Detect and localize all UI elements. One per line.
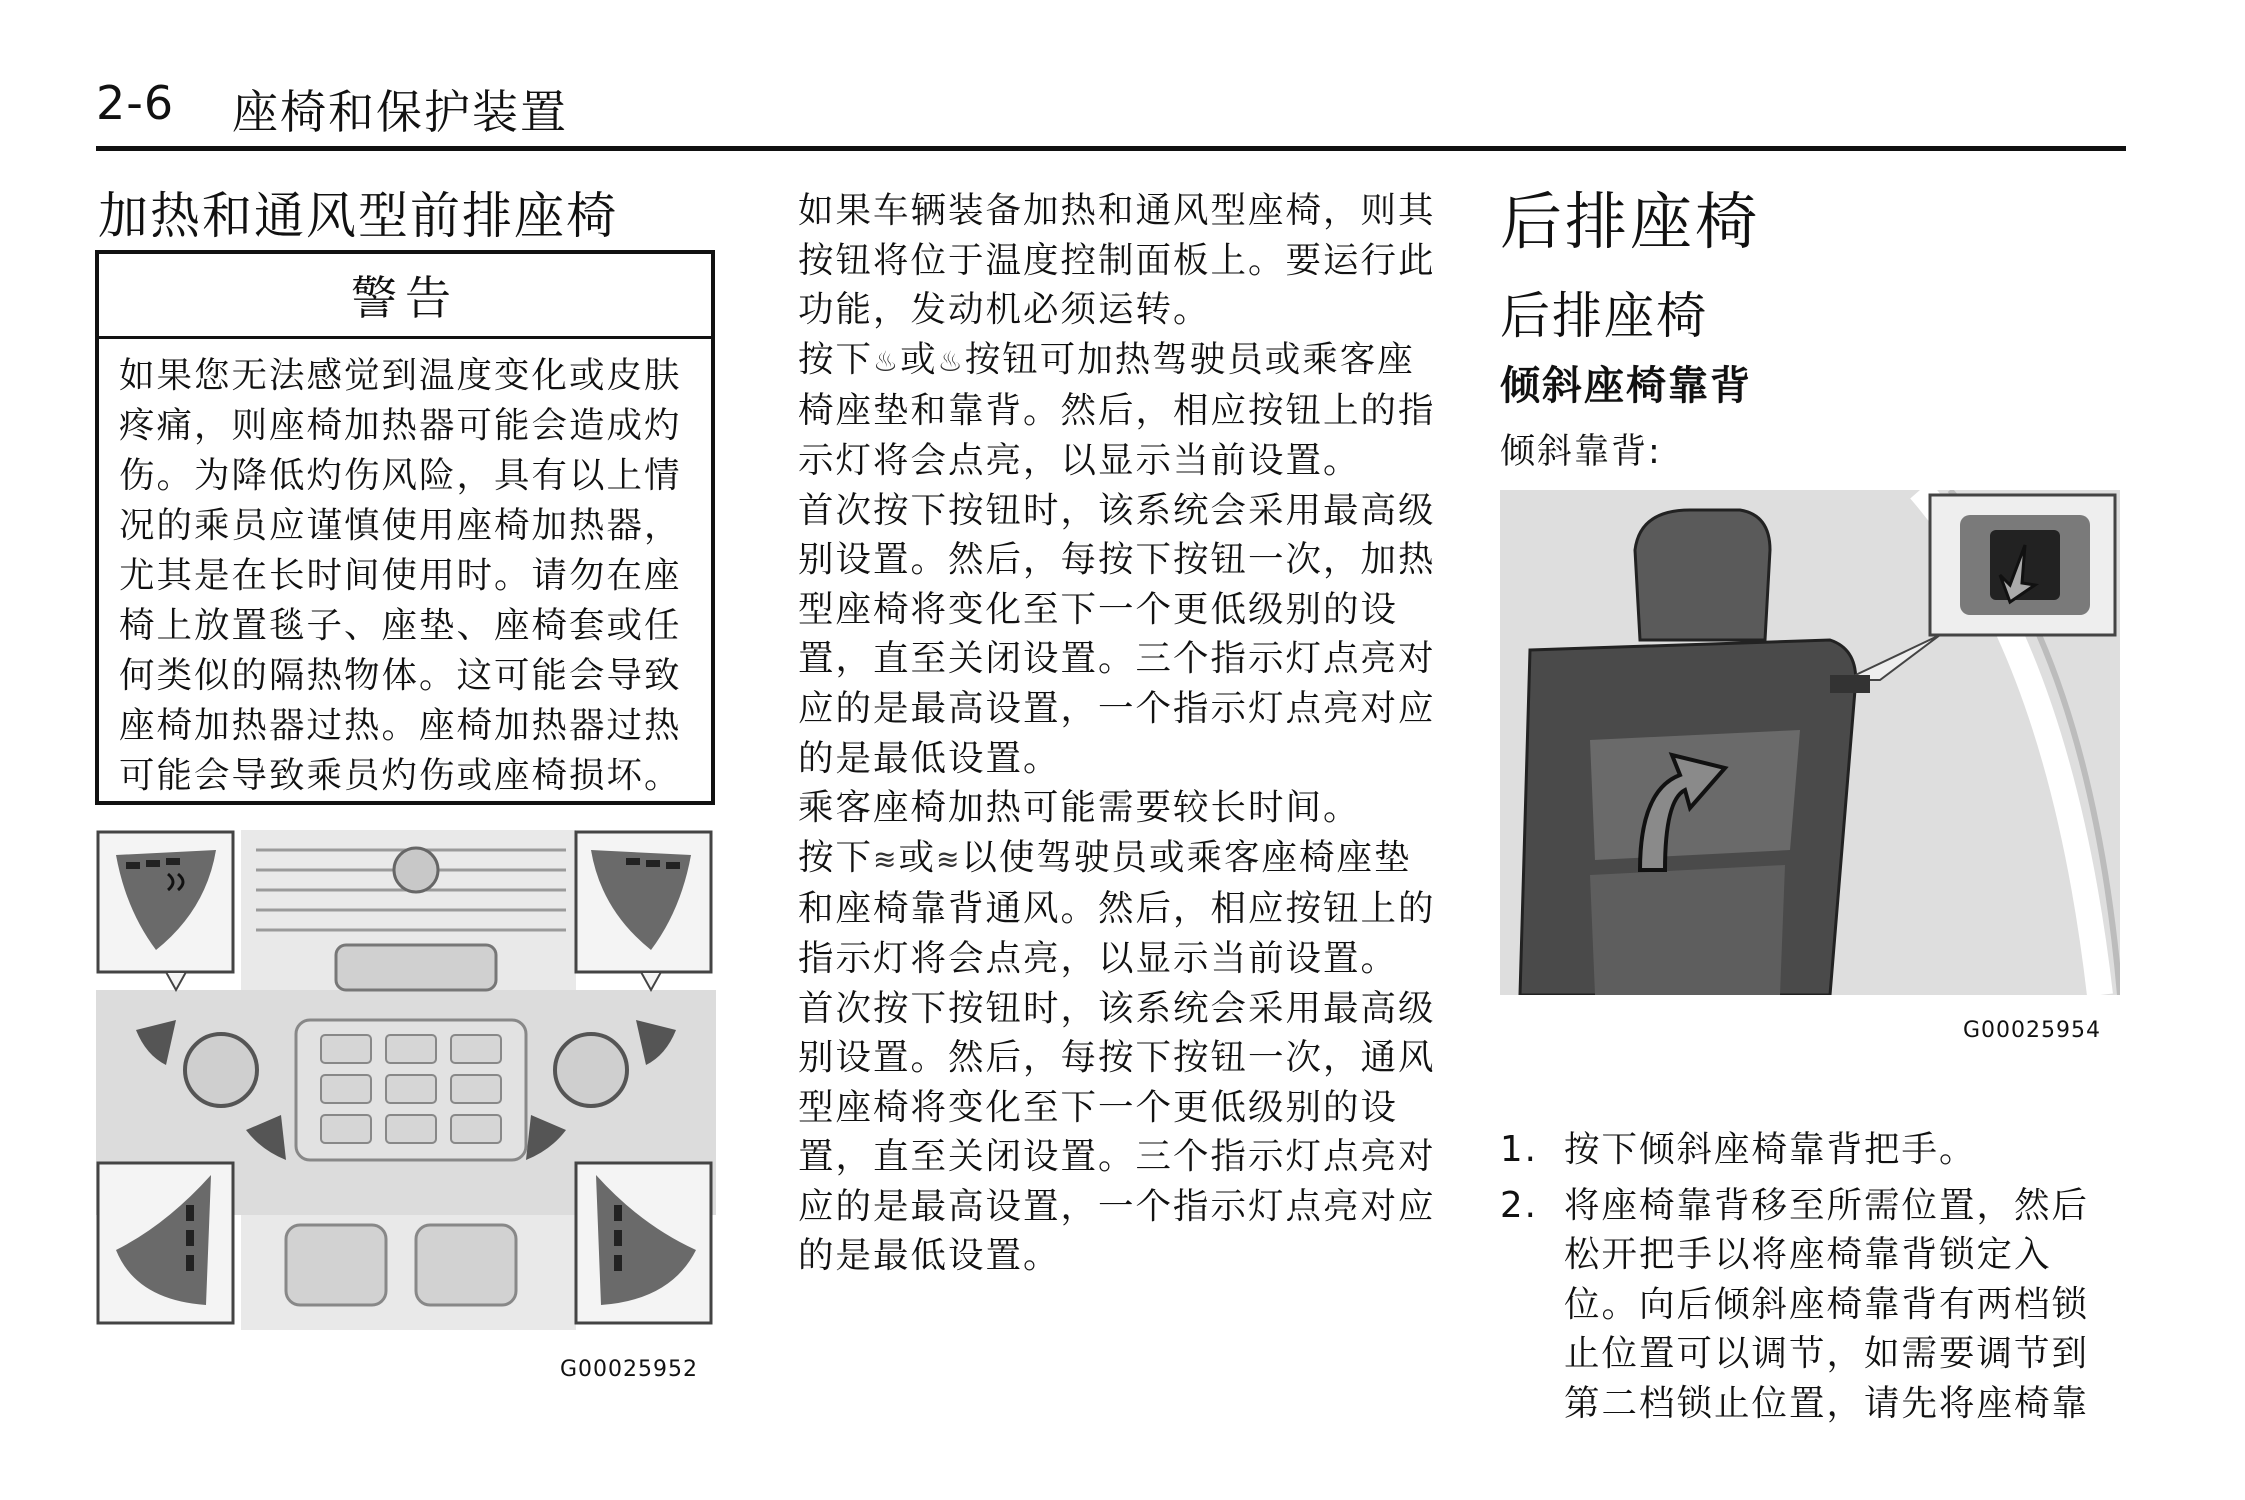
figure-code-1: G00025952 [560,1357,699,1382]
warning-title: 警告 [99,254,711,339]
warning-box [95,250,715,805]
vented-seat-button-right-callout [576,1163,711,1323]
top-knob-icon [394,848,438,892]
left-temp-knob-icon [185,1034,257,1106]
heated-seat-button-left-callout [98,832,233,972]
right-temp-knob-icon [555,1034,627,1106]
body-text-column [798,186,1438,1281]
paragraph-2: 按下♨或♨按钮可加热驾驶员或乘客座椅座垫和靠背。然后，相应按钮上的指示灯将会点亮，以显示当前设置。 [798,338,1436,481]
rear-seats-subheading: 后排座椅 [1500,287,1708,345]
figure-code-2: G00025954 [1963,1018,2102,1043]
paragraph-1: 如果车辆装备加热和通风型座椅，则其按钮将位于温度控制面板上。要运行此功能，发动机必须运转。 [798,190,1436,331]
steps-list [1500,1125,2120,1435]
vented-seat-passenger-icon: ≋ [936,842,962,876]
rear-seat-illustration [1500,490,2120,995]
section-title: 座椅和保护装置 [232,85,568,139]
heated-seat-passenger-icon: ♨ [937,344,965,378]
vented-seat-driver-icon: ≋ [873,842,899,876]
paragraph-5: 按下≋或≋以使驾驶员或乘客座椅座垫和座椅靠背通风。然后，相应按钮上的指示灯将会点亮，以显示当前设置。 [798,836,1436,979]
heated-seats-heading: 加热和通风型前排座椅 [98,187,618,245]
reclining-seatback-heading: 倾斜座椅靠背 [1500,363,1752,409]
heated-seat-button-right-callout [576,832,711,972]
climate-panel-illustration [96,830,716,1330]
header-rule [96,146,2126,151]
reclining-label: 倾斜靠背: [1500,432,1662,472]
warning-text: 如果您无法感觉到温度变化或皮肤疼痛，则座椅加热器可能会造成灼伤。为降低灼伤风险，具有以上情况的乘员应谨慎使用座椅加热器，尤其是在长时间使用时。请勿在座椅上放置毯子、座垫、座椅套或任何类似的隔热物体。这可能会导致座椅加热器过热。座椅加热器过热可能会导致乘员灼伤或座椅损坏。 [119,355,682,796]
paragraph-3: 首次按下按钮时，该系统会采用最高级别设置。然后，每按下按钮一次，加热型座椅将变化至下一个更低级别的设置，直至关闭设置。三个指示灯点亮对应的是最高设置，一个指示灯点亮对应的是最低设置。 [798,489,1436,779]
paragraph-4: 乘客座椅加热可能需要较长时间。 [798,787,1361,829]
page-number: 2-6 [96,76,175,130]
rear-seats-heading: 后排座椅 [1500,185,1761,258]
paragraph-6: 首次按下按钮时，该系统会采用最高级别设置。然后，每按下按钮一次，通风型座椅将变化至下一个更低级别的设置，直至关闭设置。三个指示灯点亮对应的是最高设置，一个指示灯点亮对应的是最低设置。 [798,987,1436,1277]
list-item: 1. 按下倾斜座椅靠背把手。 [1500,1129,1977,1170]
vented-seat-button-left-callout [98,1163,233,1323]
heated-seat-driver-icon: ♨ [873,344,901,378]
list-item: 2. 将座椅靠背移至所需位置，然后松开把手以将座椅靠背锁定入位。向后倾斜座椅靠背有两档锁止位置可以调节，如需要调节到第二档锁止位置，请先将座椅靠 [1500,1184,2090,1424]
